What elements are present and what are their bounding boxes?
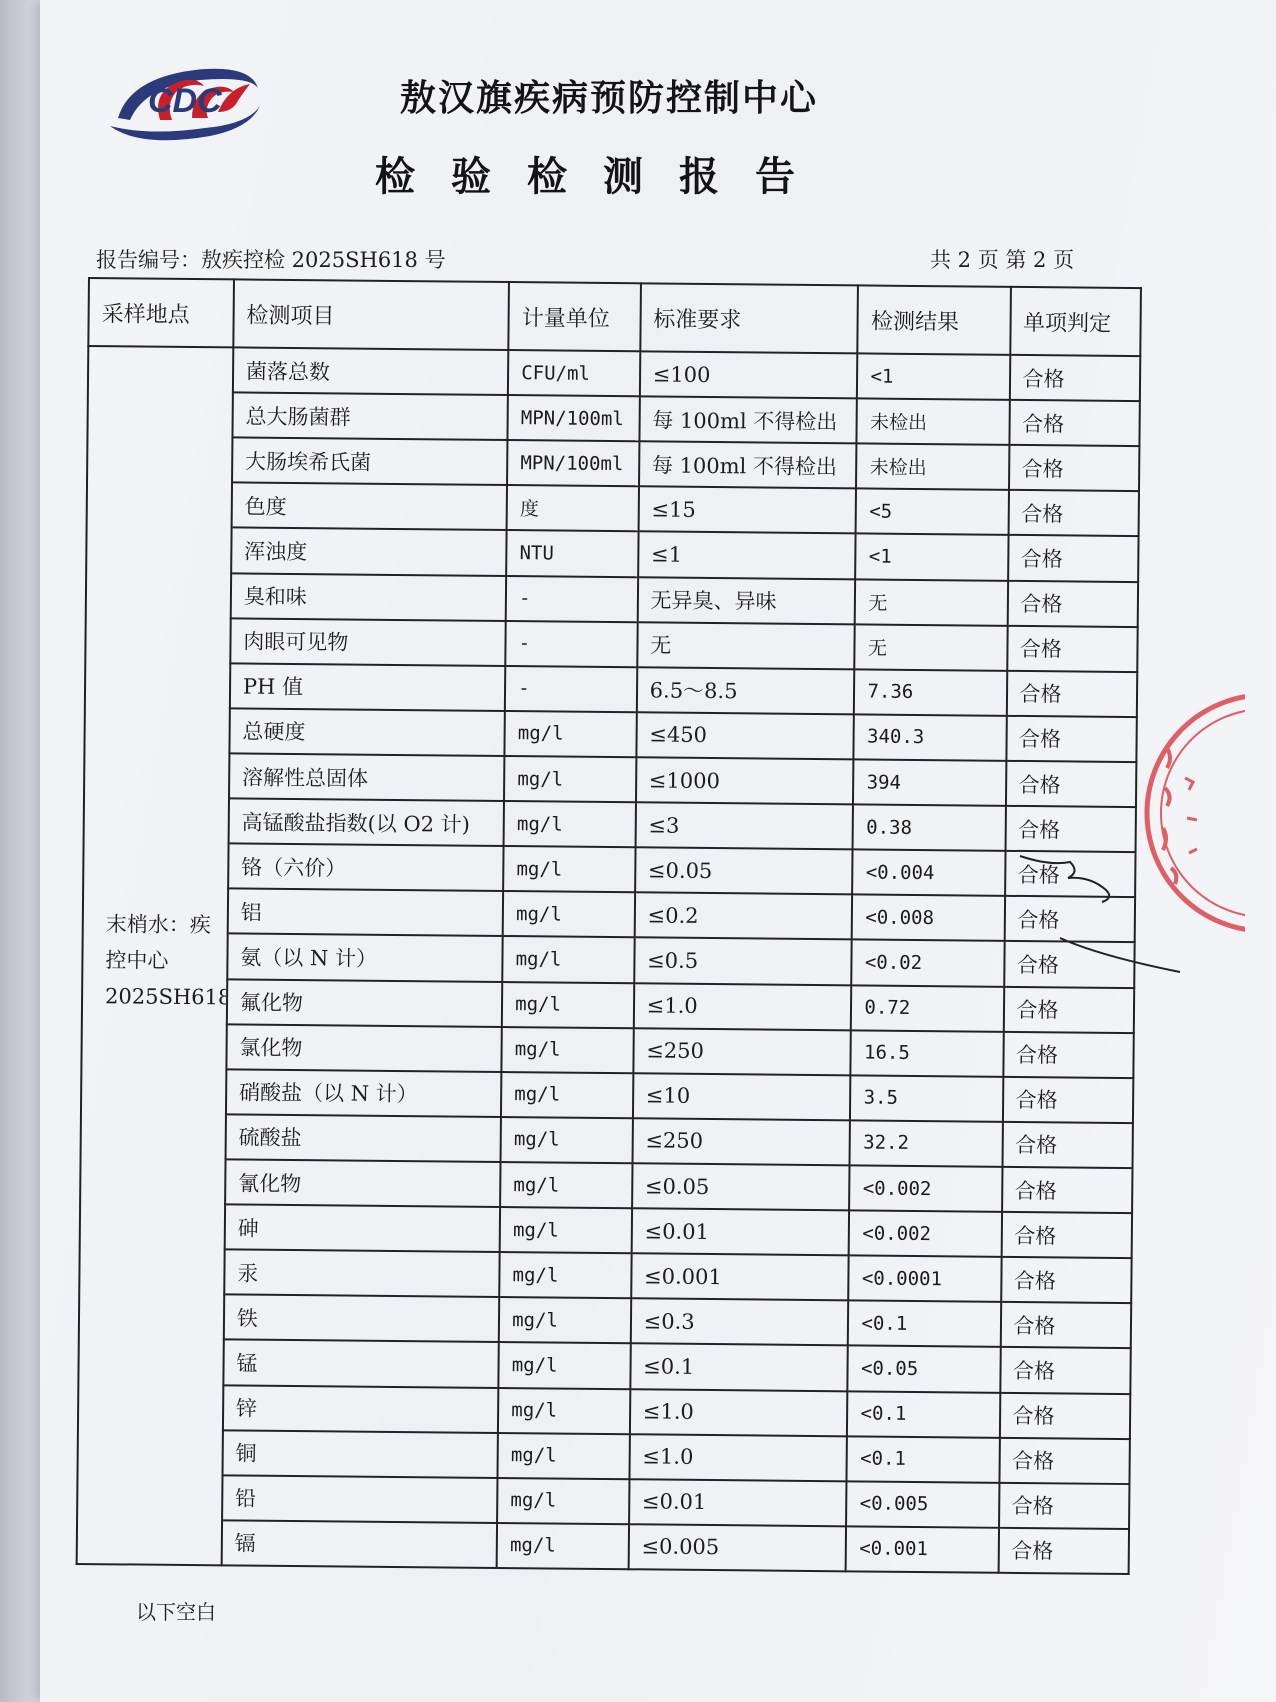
test-item-cell: 色度 <box>231 483 507 531</box>
verdict-cell: 合格 <box>1002 1077 1133 1123</box>
blank-below-note: 以下空白 <box>136 1600 216 1624</box>
result-cell: <0.0001 <box>849 1256 1001 1303</box>
test-item-cell: 铝 <box>228 889 504 937</box>
standard-cell: ≤1.0 <box>633 983 851 1030</box>
result-cell: 无 <box>855 624 1007 671</box>
header-unit: 计量单位 <box>508 282 640 351</box>
result-cell: <1 <box>856 534 1008 581</box>
header-result: 检测结果 <box>858 285 1011 354</box>
result-cell: 340.3 <box>854 714 1006 761</box>
result-cell: <0.001 <box>846 1526 998 1573</box>
standard-cell: ≤250 <box>633 1028 851 1075</box>
verdict-cell: 合格 <box>1006 671 1137 717</box>
header-sampling-location: 采样地点 <box>88 278 233 347</box>
test-item-cell: 镉 <box>221 1520 497 1568</box>
unit-cell: mg/l <box>501 1072 633 1118</box>
test-item-cell: 菌落总数 <box>233 347 509 395</box>
standard-cell: ≤3 <box>635 802 853 849</box>
verdict-cell: 合格 <box>1009 400 1140 446</box>
verdict-cell: 合格 <box>1000 1302 1131 1348</box>
standard-cell: 6.5～8.5 <box>637 667 855 714</box>
standard-cell: ≤10 <box>633 1073 851 1120</box>
test-item-cell: 总硬度 <box>229 708 505 756</box>
verdict-cell: 合格 <box>1005 761 1136 807</box>
standard-cell: 无 <box>637 622 855 669</box>
test-item-cell: 氨（以 N 计） <box>227 934 503 982</box>
standard-cell: ≤250 <box>632 1118 850 1165</box>
test-item-cell: 氟化物 <box>227 979 503 1027</box>
result-cell: <0.005 <box>847 1481 999 1528</box>
standard-cell: ≤15 <box>638 487 856 534</box>
logo-text: CDC <box>148 82 222 120</box>
unit-cell: mg/l <box>497 1523 629 1569</box>
result-cell: 未检出 <box>857 398 1009 445</box>
table-row <box>77 1519 1129 1574</box>
standard-cell: ≤1 <box>638 532 856 579</box>
unit-cell: CFU/ml <box>508 350 640 396</box>
result-cell: <0.1 <box>848 1301 1000 1348</box>
result-cell: 394 <box>853 759 1005 806</box>
verdict-cell: 合格 <box>1001 1212 1132 1258</box>
test-item-cell: 锰 <box>223 1340 499 1388</box>
test-item-cell: 汞 <box>224 1250 500 1298</box>
cdc-logo-icon <box>100 48 270 148</box>
page-info: 共 2 页 第 2 页 <box>930 248 1075 272</box>
standard-cell: ≤0.1 <box>630 1344 848 1391</box>
standard-cell: 每 100ml 不得检出 <box>639 396 857 443</box>
test-item-cell: 硝酸盐（以 N 计） <box>226 1069 502 1117</box>
unit-cell: mg/l <box>504 756 636 802</box>
table-header-row <box>88 278 1141 356</box>
verdict-cell: 合格 <box>1003 1031 1134 1077</box>
handwritten-signature-icon <box>1010 846 1200 986</box>
verdict-cell: 合格 <box>1007 580 1138 626</box>
verdict-cell: 合格 <box>1005 851 1136 897</box>
verdict-cell: 合格 <box>1004 941 1135 987</box>
test-item-cell: 肉眼可见物 <box>230 618 506 666</box>
standard-cell: ≤0.005 <box>628 1524 846 1571</box>
test-item-cell: 铜 <box>222 1430 498 1478</box>
test-item-cell: PH 值 <box>230 663 506 711</box>
previous-page-edge <box>0 0 40 1702</box>
table-body <box>77 346 1141 1574</box>
verdict-cell: 合格 <box>1003 986 1134 1032</box>
unit-cell: - <box>506 576 638 622</box>
verdict-cell: 合格 <box>1002 1167 1133 1213</box>
standard-cell: ≤0.05 <box>632 1163 850 1210</box>
verdict-cell: 合格 <box>998 1528 1129 1574</box>
standard-cell: ≤100 <box>640 351 858 398</box>
standard-cell: ≤0.01 <box>629 1479 847 1526</box>
standard-cell: ≤1000 <box>636 757 854 804</box>
report-number: 报告编号：敖疾控检 2025SH618 号 <box>96 248 446 272</box>
standard-cell: 每 100ml 不得检出 <box>639 442 857 489</box>
verdict-cell: 合格 <box>1006 716 1137 762</box>
verdict-cell: 合格 <box>1008 535 1139 581</box>
unit-cell: mg/l <box>502 936 634 982</box>
verdict-cell: 合格 <box>1004 896 1135 942</box>
unit-cell: 度 <box>507 485 639 531</box>
unit-cell: mg/l <box>503 891 635 937</box>
unit-cell: mg/l <box>505 711 637 757</box>
test-item-cell: 臭和味 <box>231 573 507 621</box>
standard-cell: ≤0.5 <box>634 938 852 985</box>
standard-cell: ≤0.2 <box>634 893 852 940</box>
standard-cell: ≤450 <box>636 712 854 759</box>
result-cell: 32.2 <box>850 1120 1002 1167</box>
result-cell: <0.004 <box>853 850 1005 897</box>
standard-cell: 无异臭、异味 <box>637 577 855 624</box>
result-cell: <0.008 <box>852 895 1004 942</box>
test-item-cell: 铅 <box>222 1475 498 1523</box>
result-cell: 3.5 <box>850 1075 1002 1122</box>
test-item-cell: 锌 <box>223 1385 499 1433</box>
verdict-cell: 合格 <box>1005 806 1136 852</box>
verdict-cell: 合格 <box>1007 625 1138 671</box>
test-item-cell: 铬（六价） <box>228 844 504 892</box>
result-cell: <0.002 <box>850 1165 1002 1212</box>
unit-cell: MPN/100ml <box>508 395 640 441</box>
standard-cell: ≤0.01 <box>631 1208 849 1255</box>
unit-cell: mg/l <box>504 801 636 847</box>
result-cell: 0.38 <box>853 804 1005 851</box>
header-standard: 标准要求 <box>640 283 858 353</box>
result-cell: 0.72 <box>851 985 1003 1032</box>
test-item-cell: 氯化物 <box>226 1024 502 1072</box>
unit-cell: mg/l <box>498 1433 630 1479</box>
sampling-location-cell: 末梢水：疾控中心 2025SH618 <box>77 346 234 1565</box>
result-cell: <0.002 <box>849 1210 1001 1257</box>
standard-cell: ≤1.0 <box>630 1389 848 1436</box>
test-item-cell: 总大肠菌群 <box>232 393 508 441</box>
verdict-cell: 合格 <box>1001 1257 1132 1303</box>
standard-cell: ≤0.3 <box>630 1299 848 1346</box>
verdict-cell: 合格 <box>1008 490 1139 536</box>
unit-cell: mg/l <box>498 1388 630 1434</box>
test-item-cell: 砷 <box>225 1204 501 1252</box>
verdict-cell: 合格 <box>1000 1347 1131 1393</box>
result-cell: <5 <box>856 489 1008 536</box>
unit-cell: - <box>505 666 637 712</box>
standard-cell: ≤0.05 <box>635 847 853 894</box>
standard-cell: ≤1.0 <box>629 1434 847 1481</box>
verdict-cell: 合格 <box>1009 445 1140 491</box>
unit-cell: mg/l <box>499 1297 631 1343</box>
unit-cell: mg/l <box>502 982 634 1028</box>
test-item-cell: 铁 <box>224 1295 500 1343</box>
verdict-cell: 合格 <box>999 1483 1130 1529</box>
unit-cell: mg/l <box>499 1252 631 1298</box>
organization-name: 敖汉旗疾病预防控制中心 <box>400 77 819 119</box>
unit-cell: mg/l <box>501 1117 633 1163</box>
test-results-table <box>76 277 1142 1575</box>
unit-cell: MPN/100ml <box>507 440 639 486</box>
standard-cell: ≤0.001 <box>631 1253 849 1300</box>
result-cell: <1 <box>857 353 1009 400</box>
test-item-cell: 大肠埃希氏菌 <box>232 438 508 486</box>
test-item-cell: 浑浊度 <box>231 528 507 576</box>
unit-cell: mg/l <box>497 1478 629 1524</box>
result-cell: 未检出 <box>856 444 1008 491</box>
unit-cell: mg/l <box>500 1207 632 1253</box>
result-cell: <0.02 <box>852 940 1004 987</box>
test-item-cell: 高锰酸盐指数(以 O2 计) <box>228 798 504 846</box>
test-item-cell: 硫酸盐 <box>225 1114 501 1162</box>
test-item-cell: 氰化物 <box>225 1159 501 1207</box>
unit-cell: mg/l <box>499 1342 631 1388</box>
result-cell: <0.05 <box>848 1346 1000 1393</box>
unit-cell: NTU <box>506 530 638 576</box>
verdict-cell: 合格 <box>1009 355 1140 401</box>
verdict-cell: 合格 <box>1002 1122 1133 1168</box>
result-cell: <0.1 <box>847 1391 999 1438</box>
verdict-cell: 合格 <box>999 1392 1130 1438</box>
test-item-cell: 溶解性总固体 <box>229 753 505 801</box>
result-cell: <0.1 <box>847 1436 999 1483</box>
result-cell: 无 <box>855 579 1007 626</box>
header-test-item: 检测项目 <box>233 279 509 350</box>
result-cell: 16.5 <box>851 1030 1003 1077</box>
unit-cell: - <box>505 621 637 667</box>
unit-cell: mg/l <box>500 1162 632 1208</box>
unit-cell: mg/l <box>503 846 635 892</box>
verdict-cell: 合格 <box>999 1437 1130 1483</box>
report-title: 检验检测报告 <box>375 153 831 200</box>
header-verdict: 单项判定 <box>1010 287 1141 356</box>
unit-cell: mg/l <box>502 1027 634 1073</box>
result-cell: 7.36 <box>854 669 1006 716</box>
